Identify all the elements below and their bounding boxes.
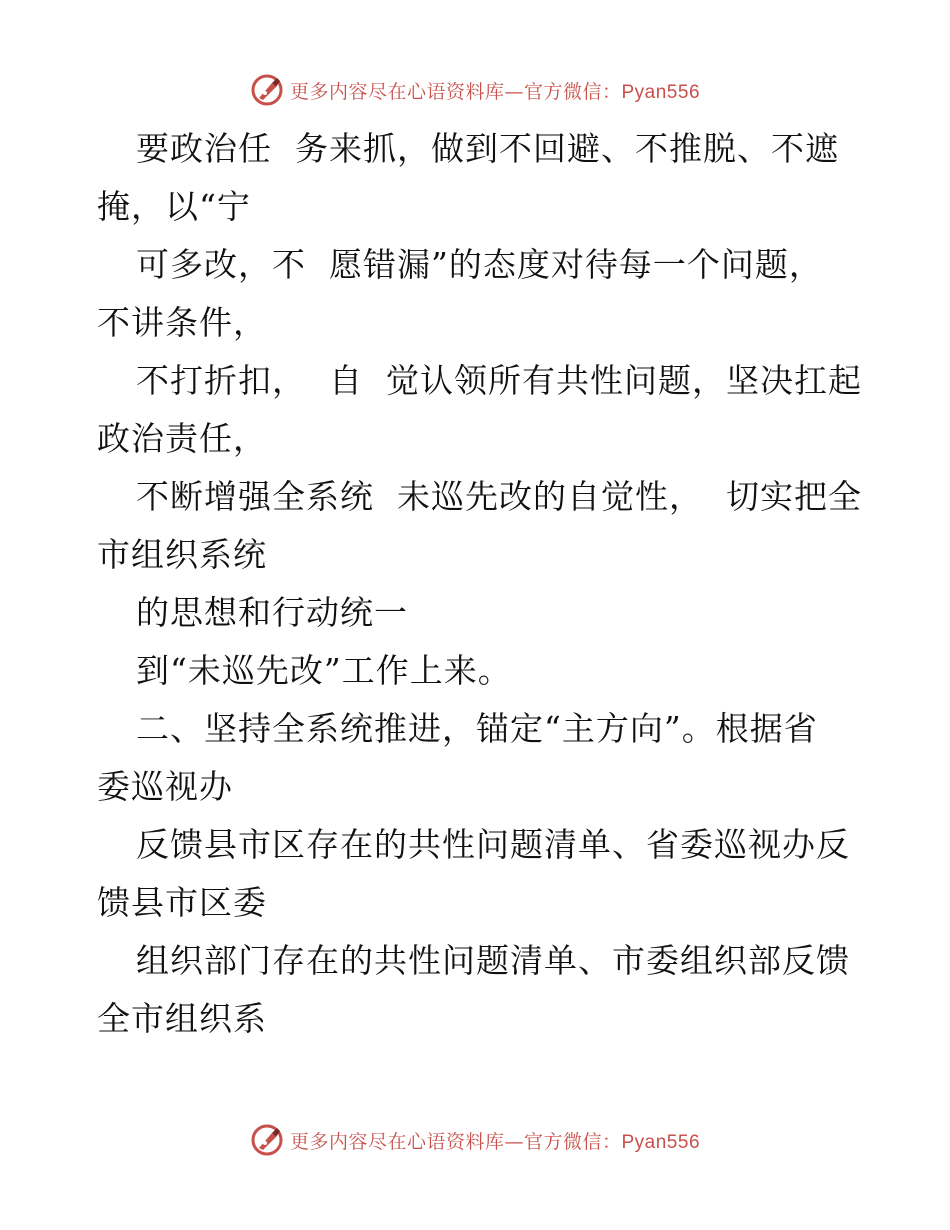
body-line: 市组织系统: [97, 535, 267, 574]
header-banner: [0, 70, 950, 110]
body-line: 政治责任，: [97, 419, 267, 458]
footer-banner: [0, 1120, 950, 1160]
banner-text: [290, 77, 700, 104]
body-line: 组织部门存在的共性问题清单、市委组织部反馈: [136, 941, 850, 980]
body-line: 不讲条件，: [97, 303, 267, 342]
wechat-id: Pyan556: [621, 81, 701, 103]
body-line: 二、坚持全系统推进，锚定“主方向”。根据省: [136, 709, 818, 748]
body-line: 的思想和行动统一: [136, 593, 408, 632]
body-line: 馈县市区委: [97, 883, 267, 922]
banner-text: [290, 1127, 700, 1154]
body-line: 掩，以“宁: [97, 187, 251, 226]
body-line: 不打折扣， 自 觉认领所有共性问题，坚决扛起: [136, 361, 862, 400]
pen-nib-logo-icon: [250, 73, 284, 107]
banner-title: 更多内容尽在心语资料库—官方微信：: [289, 80, 622, 103]
body-line: 委巡视办: [97, 767, 233, 806]
wechat-id: Pyan556: [621, 1131, 701, 1153]
banner-title: 更多内容尽在心语资料库—官方微信：: [289, 1130, 622, 1153]
body-line: 到“未巡先改”工作上来。: [136, 651, 512, 690]
body-line: 不断增强全系统 未巡先改的自觉性， 切实把全: [136, 477, 862, 516]
document-body: [97, 120, 867, 1048]
body-line: 要政治任 务来抓，做到不回避、不推脱、不遮: [136, 129, 839, 168]
body-line: 可多改，不 愿错漏”的态度对待每一个问题，: [136, 245, 823, 284]
pen-nib-logo-icon: [250, 1123, 284, 1157]
body-line: 反馈县市区存在的共性问题清单、省委巡视办反: [136, 825, 850, 864]
body-line: 全市组织系: [97, 999, 267, 1038]
